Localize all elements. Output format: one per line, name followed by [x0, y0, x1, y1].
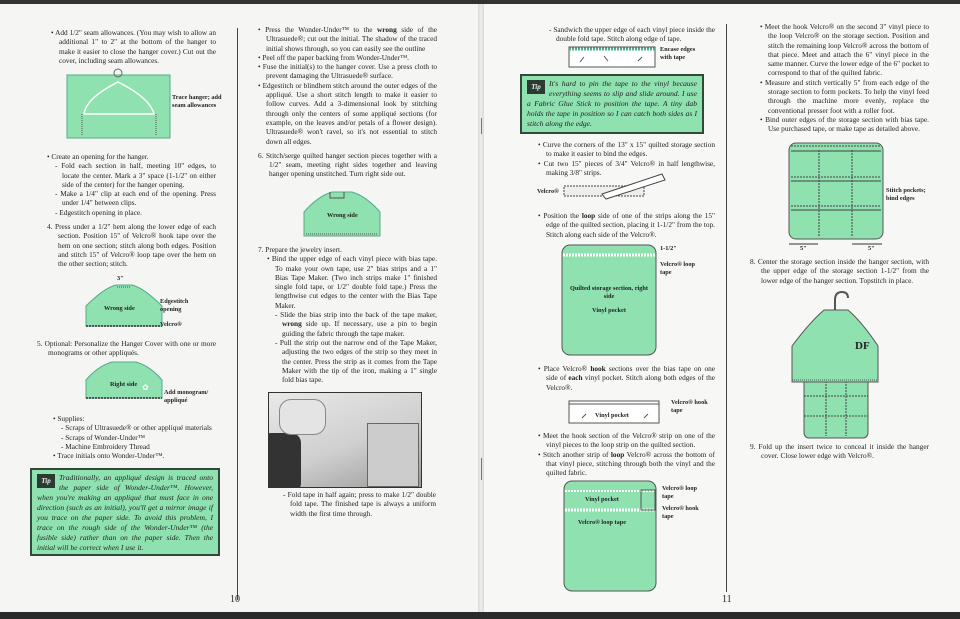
paragraph: • Create an opening for the hanger. — [47, 152, 149, 161]
tip-logo-icon: Tip — [527, 80, 545, 94]
column-rule-right — [726, 24, 727, 592]
text: side up. If necessary, use a pin to begin guiding the fabric through the tape maker. — [282, 319, 437, 338]
edgestitch-label: Edgestitch opening — [160, 298, 189, 313]
step-7: 7. Prepare the jewelry insert. — [258, 245, 342, 254]
paragraph: • Add 1/2" seam allowances. (You may wish to allow an additional 1" to 2" at the bottom of the hanger to make it easier to close the hanger cover.) Cut out the cover, including seam allowances. — [51, 28, 216, 65]
scan-edge-bottom — [0, 612, 960, 619]
col3-position — [537, 211, 715, 239]
list-item: - Scraps of Ultrasuede® or other appliqué materials — [61, 423, 212, 433]
paragraph: 8. Center the storage section inside the hanger section, with the upper edge of the storage section 1-1/2" from the lower edge of the hanger section. Topstitch in place. — [750, 257, 929, 285]
text: Velcro® across the bottom of that vinyl piece, stitching through both the vinyl and the quilted fabric. — [546, 449, 716, 478]
col4-top — [759, 22, 929, 134]
col2-top — [257, 25, 437, 179]
paragraph: 9. Fold up the insert twice to conceal it inside the hanger cover. Close lower edge with Velcro®. — [750, 442, 929, 461]
col2-step7 — [257, 245, 437, 384]
right-side-diagram — [84, 360, 164, 400]
text: • Position the — [538, 211, 582, 220]
wrong-side-label: Wrong side — [327, 212, 358, 219]
svg-text:✿: ✿ — [142, 383, 149, 392]
step-8 — [749, 257, 929, 285]
monogram-label: Add monogram/ appliqué — [164, 389, 209, 404]
velcro-loop-label: Velcro® loop tape — [660, 261, 695, 276]
paragraph: • Bind outer edges of the storage section with bias tape. Use purchased tape, or make tape as detailed above. — [760, 114, 929, 134]
velcro-hook-label: Velcro® hook tape — [671, 399, 708, 414]
paragraph: • Trace initials onto Wonder-Under™. — [53, 451, 165, 461]
tip-text: It's hard to pin the tape to the vinyl because everything seems to slip and slide around. I use a Fabric Glue Stick to position the tape. A tiny dab holds the tape in position so I can catch both sides as I stitch along the edge. — [527, 79, 697, 128]
vinyl-pocket-label: Vinyl pocket — [585, 496, 619, 503]
col1-middle — [46, 152, 216, 269]
dimension-label: 5" — [800, 245, 807, 252]
encase-label: Encase edges with tape — [660, 46, 696, 61]
right-side-label: Right side — [110, 381, 138, 388]
paragraph: • Cut two 15" pieces of 3/4" Velcro® in half lengthwise, making 3/8" strips. — [538, 158, 715, 177]
wrong-side-label: Wrong side — [104, 305, 135, 312]
page-number: 10 — [230, 594, 240, 605]
col3-top — [540, 25, 715, 44]
text: side of one of the strips along the 15" edge of the quilted section, placing it 1-1/2" from the top. Stitch along each side of the Velcro®. — [546, 211, 715, 239]
paragraph: • Edgestitch or blindhem stitch around the outer edges of the appliqué. Use a short stitch length to make it easier to follow curves. Add a 3-dimensional look by stitching through only the centers of some appliqué sections (for example, on the leaves and/or petals of a flower design). Ultrasuede® won't ravel, so it's not essential to stitch down all edges. — [258, 80, 437, 146]
dimension-label: 1-1/2" — [660, 245, 677, 252]
column-rule-left — [237, 28, 238, 600]
text: each — [568, 373, 583, 383]
velcro-hook-label: Velcro® hook tape — [662, 505, 699, 520]
col3-place — [537, 364, 715, 392]
paragraph: • Bind the upper edge of each vinyl piece with bias tape. To make your own tape, use 2" bias strips and a 1" Bias Tape Maker. (Two inch strips make 1" finished single fold tape, or 1/2" double fold tape.) Press the lengthwise cut edges to the center with the Bias Tape Maker. — [267, 254, 437, 310]
dimension-label: 3" — [117, 275, 124, 282]
col3-meet — [537, 431, 715, 477]
storage-grid-diagram — [788, 142, 884, 242]
spine-mark — [481, 458, 482, 480]
text: wrong — [376, 25, 397, 34]
spine-mark — [481, 118, 482, 134]
paragraph: - Edgestitch opening in place. — [55, 207, 142, 217]
col1-top — [50, 28, 216, 65]
paragraph — [537, 364, 715, 392]
paragraph: • Meet the hook Velcro® on the second 3" vinyl piece to the loop Velcro® on the storage section. Position and stitch the remaining loop Velcro® across the bottom of that piece. Meet and attach the 6" vinyl piece in the same manner. Curve the lower edge of the 6" pocket to correspond to that of the quilted fabric. — [760, 22, 929, 78]
paragraph: • Measure and stitch vertically 5" from each edge of the storage section to form pockets. To help the vinyl feed through the machine more evenly, replace the conventional presser foot with a roller foot. — [760, 77, 929, 115]
vinyl-pocket-label: Vinyl pocket — [595, 412, 629, 419]
paragraph: • Curve the corners of the 13" x 15" quilted storage section to make it easier to bind the edges. — [538, 140, 715, 159]
velcro-loop-label: Velcro® loop tape — [578, 519, 627, 526]
paragraph: • Meet the hook section of the Velcro® strip on one of the vinyl pieces to the loop strip on the quilted section. — [538, 431, 715, 450]
paragraph: • Supplies: — [53, 414, 85, 423]
velcro-label: Velcro® — [537, 188, 559, 195]
velcro-label: Velcro® — [160, 321, 182, 328]
vinyl-pocket-label: Vinyl pocket — [592, 307, 626, 314]
paragraph: 5. Optional: Personalize the Hanger Cover with one or more monograms or other appliqués. — [37, 339, 216, 358]
monogram-text: DF — [855, 340, 870, 352]
text: hook — [590, 364, 606, 373]
text: loop — [610, 449, 625, 459]
text: vinyl pocket. Stitch along both edges of the Velcro®. — [546, 373, 716, 392]
list-item: - Scraps of Wonder-Under™ — [61, 432, 145, 442]
quilted-section-label: Quilted storage section, right side — [569, 285, 648, 300]
tip-box — [30, 468, 220, 556]
step-4: 4. Press under a 1/2" hem along the lower edge of each section. Position 15" of Velcro® hook tape over the hem on one section; stitch along both edges. Position and stitch 15" of Velcro® loop tape over the hem on the other section; stitch. — [47, 222, 216, 269]
paragraph — [266, 310, 437, 338]
paragraph: - Make a 1/4" clip at each end of the opening. Press under 1/4" between clips. — [55, 189, 216, 208]
paragraph — [537, 211, 715, 239]
encase-edges-diagram — [568, 46, 656, 68]
bias-tape-maker-photo — [268, 392, 422, 488]
text: • Press the Wonder-Under™ to the — [258, 25, 377, 34]
velcro-loop-label: Velcro® loop tape — [662, 485, 697, 500]
finished-hanger-diagram — [790, 288, 880, 440]
dimension-label: 5" — [868, 245, 875, 252]
tip-box — [520, 74, 704, 134]
paragraph: - Fold tape in half again; press to make 1/2" double fold tape. The finished tape is always a uniform width the first time through. — [283, 490, 436, 518]
text: • Stitch another strip of — [538, 449, 611, 459]
paragraph — [257, 25, 437, 53]
supplies-list — [52, 414, 222, 460]
step-6: 6. Stitch/serge quilted hanger section pieces together with a 1/2" seam, meeting right sides together and leaving hanger opening unstitched. Turn right side out. — [258, 150, 437, 179]
tip-logo-icon: Tip — [37, 474, 55, 488]
text: sections over the bias tape on one side of — [546, 364, 715, 383]
velcro-cutter-diagram — [562, 172, 666, 202]
paragraph: - Pull the strip out the narrow end of the Tape Maker, adjusting the two edges of the strip so they meet in the center. Press the strip as it comes from the Tape Maker with the tip of the iron, making a 1" single fold bias tape. — [275, 337, 437, 385]
paragraph — [537, 450, 715, 478]
text: • Place Velcro® — [538, 364, 591, 373]
step-9 — [749, 442, 929, 461]
text: - Slide the bias strip into the back of the tape maker, — [275, 310, 437, 320]
trace-hanger-diagram — [66, 68, 172, 140]
text: loop — [581, 211, 596, 220]
paragraph: - Sandwich the upper edge of each vinyl piece inside the double fold tape. Stitch along edge of tape. — [549, 25, 715, 44]
list-item: - Machine Embroidery Thread — [61, 441, 150, 451]
paragraph: - Fold each section in half, meeting 10" edges, to locate the center. Mark a 3" space (1-1/2" on either side of the center) for the hanger opening. — [55, 161, 216, 189]
trace-hanger-label: Trace hanger; add seam allowances — [172, 94, 222, 109]
text: wrong — [282, 319, 302, 329]
stitch-pockets-label: Stitch pockets; bind edges — [886, 187, 926, 202]
tip-text: Traditionally, an appliqué design is traced onto the paper side of Wonder-Under™. However, when you're making an appliqué that must face in one direction (such as an initial), you'll get a mirror image if you trace on the paper side. To avoid this problem, I trace on the rough side of the Wonder-Under™ (the fusible side) rather than on the paper side. Then the initial will be correct when I use it. — [37, 473, 213, 552]
text: side of the Ultrasuede®; cut out the initial. The shadow of the traced initial shows through, so you can easily see the outline — [266, 25, 437, 53]
page-number: 11 — [722, 594, 732, 605]
step-5 — [36, 339, 216, 358]
paragraph: • Peel off the paper backing from Wonder-Under™. — [258, 52, 409, 62]
paragraph: • Fuse the initial(s) to the hanger cover. Use a press cloth to prevent damaging the Ultrasuede® surface. — [258, 62, 437, 81]
col2-bottom — [274, 490, 436, 518]
